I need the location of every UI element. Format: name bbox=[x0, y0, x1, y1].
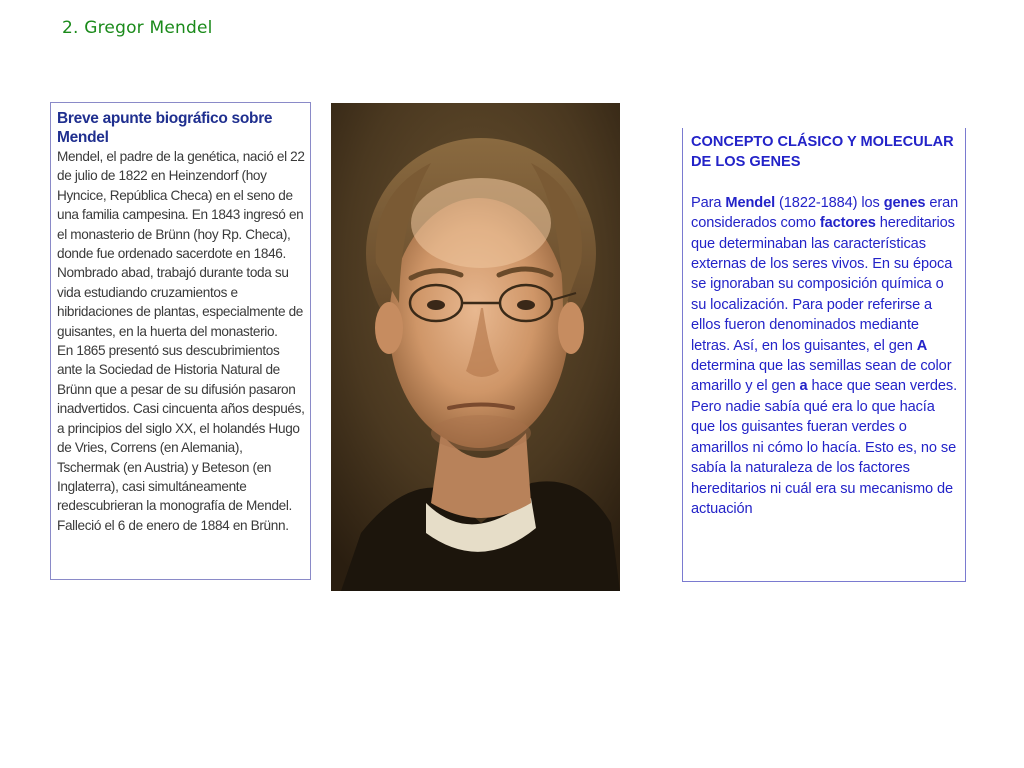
genes-text-run: eran considerados como bbox=[691, 194, 959, 232]
genes-text-run: Para bbox=[691, 194, 726, 211]
genes-concept-box bbox=[682, 128, 966, 582]
genes-text-bold: Mendel bbox=[725, 194, 776, 211]
genes-text bbox=[691, 193, 961, 520]
genes-text-run: (1822-1884) los bbox=[775, 194, 884, 211]
biography-paragraph: Mendel, el padre de la genética, nació el 22 de julio de 1822 en Heinzendorf (hoy Hyncice, República Checa) en el seno de una familia campesina. En 1843 ingresó en el monasterio de Brünn (hoy Rp. Checa), donde fue ordenado sacerdote en 1846. Nombrado abad, trabajó durante toda su vida estudiando cruzamientos e hibridaciones de plantas, especialmente de guisantes, en la huerta del monasterio. bbox=[57, 149, 305, 339]
genes-text-bold: factores bbox=[819, 215, 876, 232]
genes-text-run: hereditarios que determinaban las características externas de los seres vivos. En su época se ignoraban su composición química o su localización. Para poder referirse a ellos fueron denominados mediante letras. Así, en los guisantes, el gen bbox=[691, 215, 955, 354]
biography-paragraph: Falleció el 6 de enero de 1884 en Brünn. bbox=[57, 517, 289, 533]
genes-text-run: determina que las semillas sean de color amarillo y el gen bbox=[691, 358, 952, 395]
biography-box bbox=[50, 102, 311, 580]
slide-title: 2. Gregor Mendel bbox=[62, 18, 213, 38]
genes-text-bold: genes bbox=[883, 194, 926, 211]
genes-heading: CONCEPTO CLÁSICO Y MOLECULAR DE LOS GENES bbox=[691, 134, 954, 171]
portrait-photo-icon bbox=[331, 103, 620, 591]
mendel-portrait bbox=[331, 103, 620, 591]
genes-text-bold: A bbox=[916, 337, 928, 354]
biography-heading: Breve apunte biográfico sobre Mendel bbox=[57, 110, 273, 146]
genes-text-run: hace que sean verdes. Pero nadie sabía qué era lo que hacía que los guisantes fueran verdes o amarillos ni cómo lo hacía. Esto es, no se sabía la naturaleza de los factores hereditarios ni cuál era su mecanismo de actuación bbox=[691, 378, 958, 517]
genes-text-bold: a bbox=[799, 378, 808, 395]
biography-paragraph: En 1865 presentó sus descubrimientos ante la Sociedad de Historia Natural de Brünn que a pesar de su difusión pasaron inadvertidos. Casi cincuenta años después, a principios del siglo XX, el holandés Hugo de Vries, Correns (en Alemania), Tschermak (en Austria) y Beteson (en Inglaterra), casi simultáneamente redescubrieran la monografía de Mendel. bbox=[57, 343, 305, 514]
